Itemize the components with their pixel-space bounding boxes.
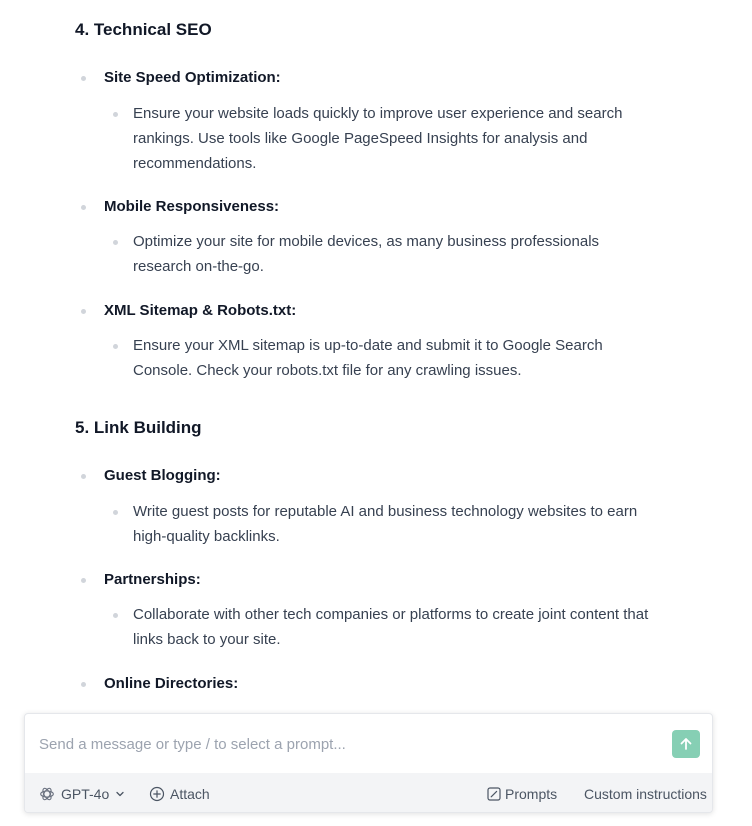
bullet-dot <box>113 613 118 618</box>
list-item-label: XML Sitemap & Robots.txt: <box>104 302 297 319</box>
list-item-label: Site Speed Optimization: <box>104 69 281 86</box>
list-item-text: Write guest posts for reputable AI and business technology websites to earn high-quality backlinks. <box>133 503 638 545</box>
composer-input-row <box>25 714 712 773</box>
bullet-dot <box>81 578 86 583</box>
list-item-text: Collaborate with other tech companies or platforms to create joint content that links back to your site. <box>133 606 649 648</box>
list-item-text: Ensure your XML sitemap is up-to-date and submit it to Google Search Console. Check your robots.txt file for any crawling issues. <box>133 337 603 379</box>
custom-instructions-button[interactable] <box>584 773 707 813</box>
list-item-label: Guest Blogging: <box>104 467 221 484</box>
bullet-dot <box>113 240 118 245</box>
openai-logo-icon <box>39 786 55 802</box>
list-item-label: Online Directories: <box>104 675 239 692</box>
bullet-dot <box>113 510 118 515</box>
chevron-down-icon <box>115 789 125 799</box>
list-item-label: Partnerships: <box>104 571 201 588</box>
message-composer <box>24 713 713 813</box>
model-selector[interactable] <box>39 773 125 813</box>
attach-label: Attach <box>170 785 210 802</box>
prompts-button[interactable] <box>487 773 557 813</box>
message-input[interactable] <box>39 732 639 756</box>
custom-instructions-label: Custom instructions <box>584 785 707 802</box>
bullet-dot <box>81 682 86 687</box>
prompts-label: Prompts <box>505 785 558 802</box>
bullet-dot <box>81 205 86 210</box>
attach-button[interactable] <box>149 773 210 813</box>
bullet-dot <box>113 344 118 349</box>
model-label: GPT-4o <box>61 785 110 802</box>
composer-toolbar <box>25 773 712 813</box>
arrow-up-icon <box>679 737 693 751</box>
bullet-dot <box>81 309 86 314</box>
list-item-text: Optimize your site for mobile devices, as many business professionals research on-the-go. <box>133 233 600 275</box>
bullet-dot <box>113 112 118 117</box>
section-heading: 5. Link Building <box>75 418 202 437</box>
plus-circle-icon <box>149 786 165 802</box>
edit-box-icon <box>487 787 501 801</box>
bullet-dot <box>81 474 86 479</box>
bullet-dot <box>81 76 86 81</box>
list-item-text: Ensure your website loads quickly to improve user experience and search rankings. Use tools like Google PageSpeed Insights for analysis and recommendations. <box>133 105 623 172</box>
send-button[interactable] <box>672 730 700 758</box>
section-heading: 4. Technical SEO <box>75 20 212 39</box>
list-item-label: Mobile Responsiveness: <box>104 198 280 215</box>
